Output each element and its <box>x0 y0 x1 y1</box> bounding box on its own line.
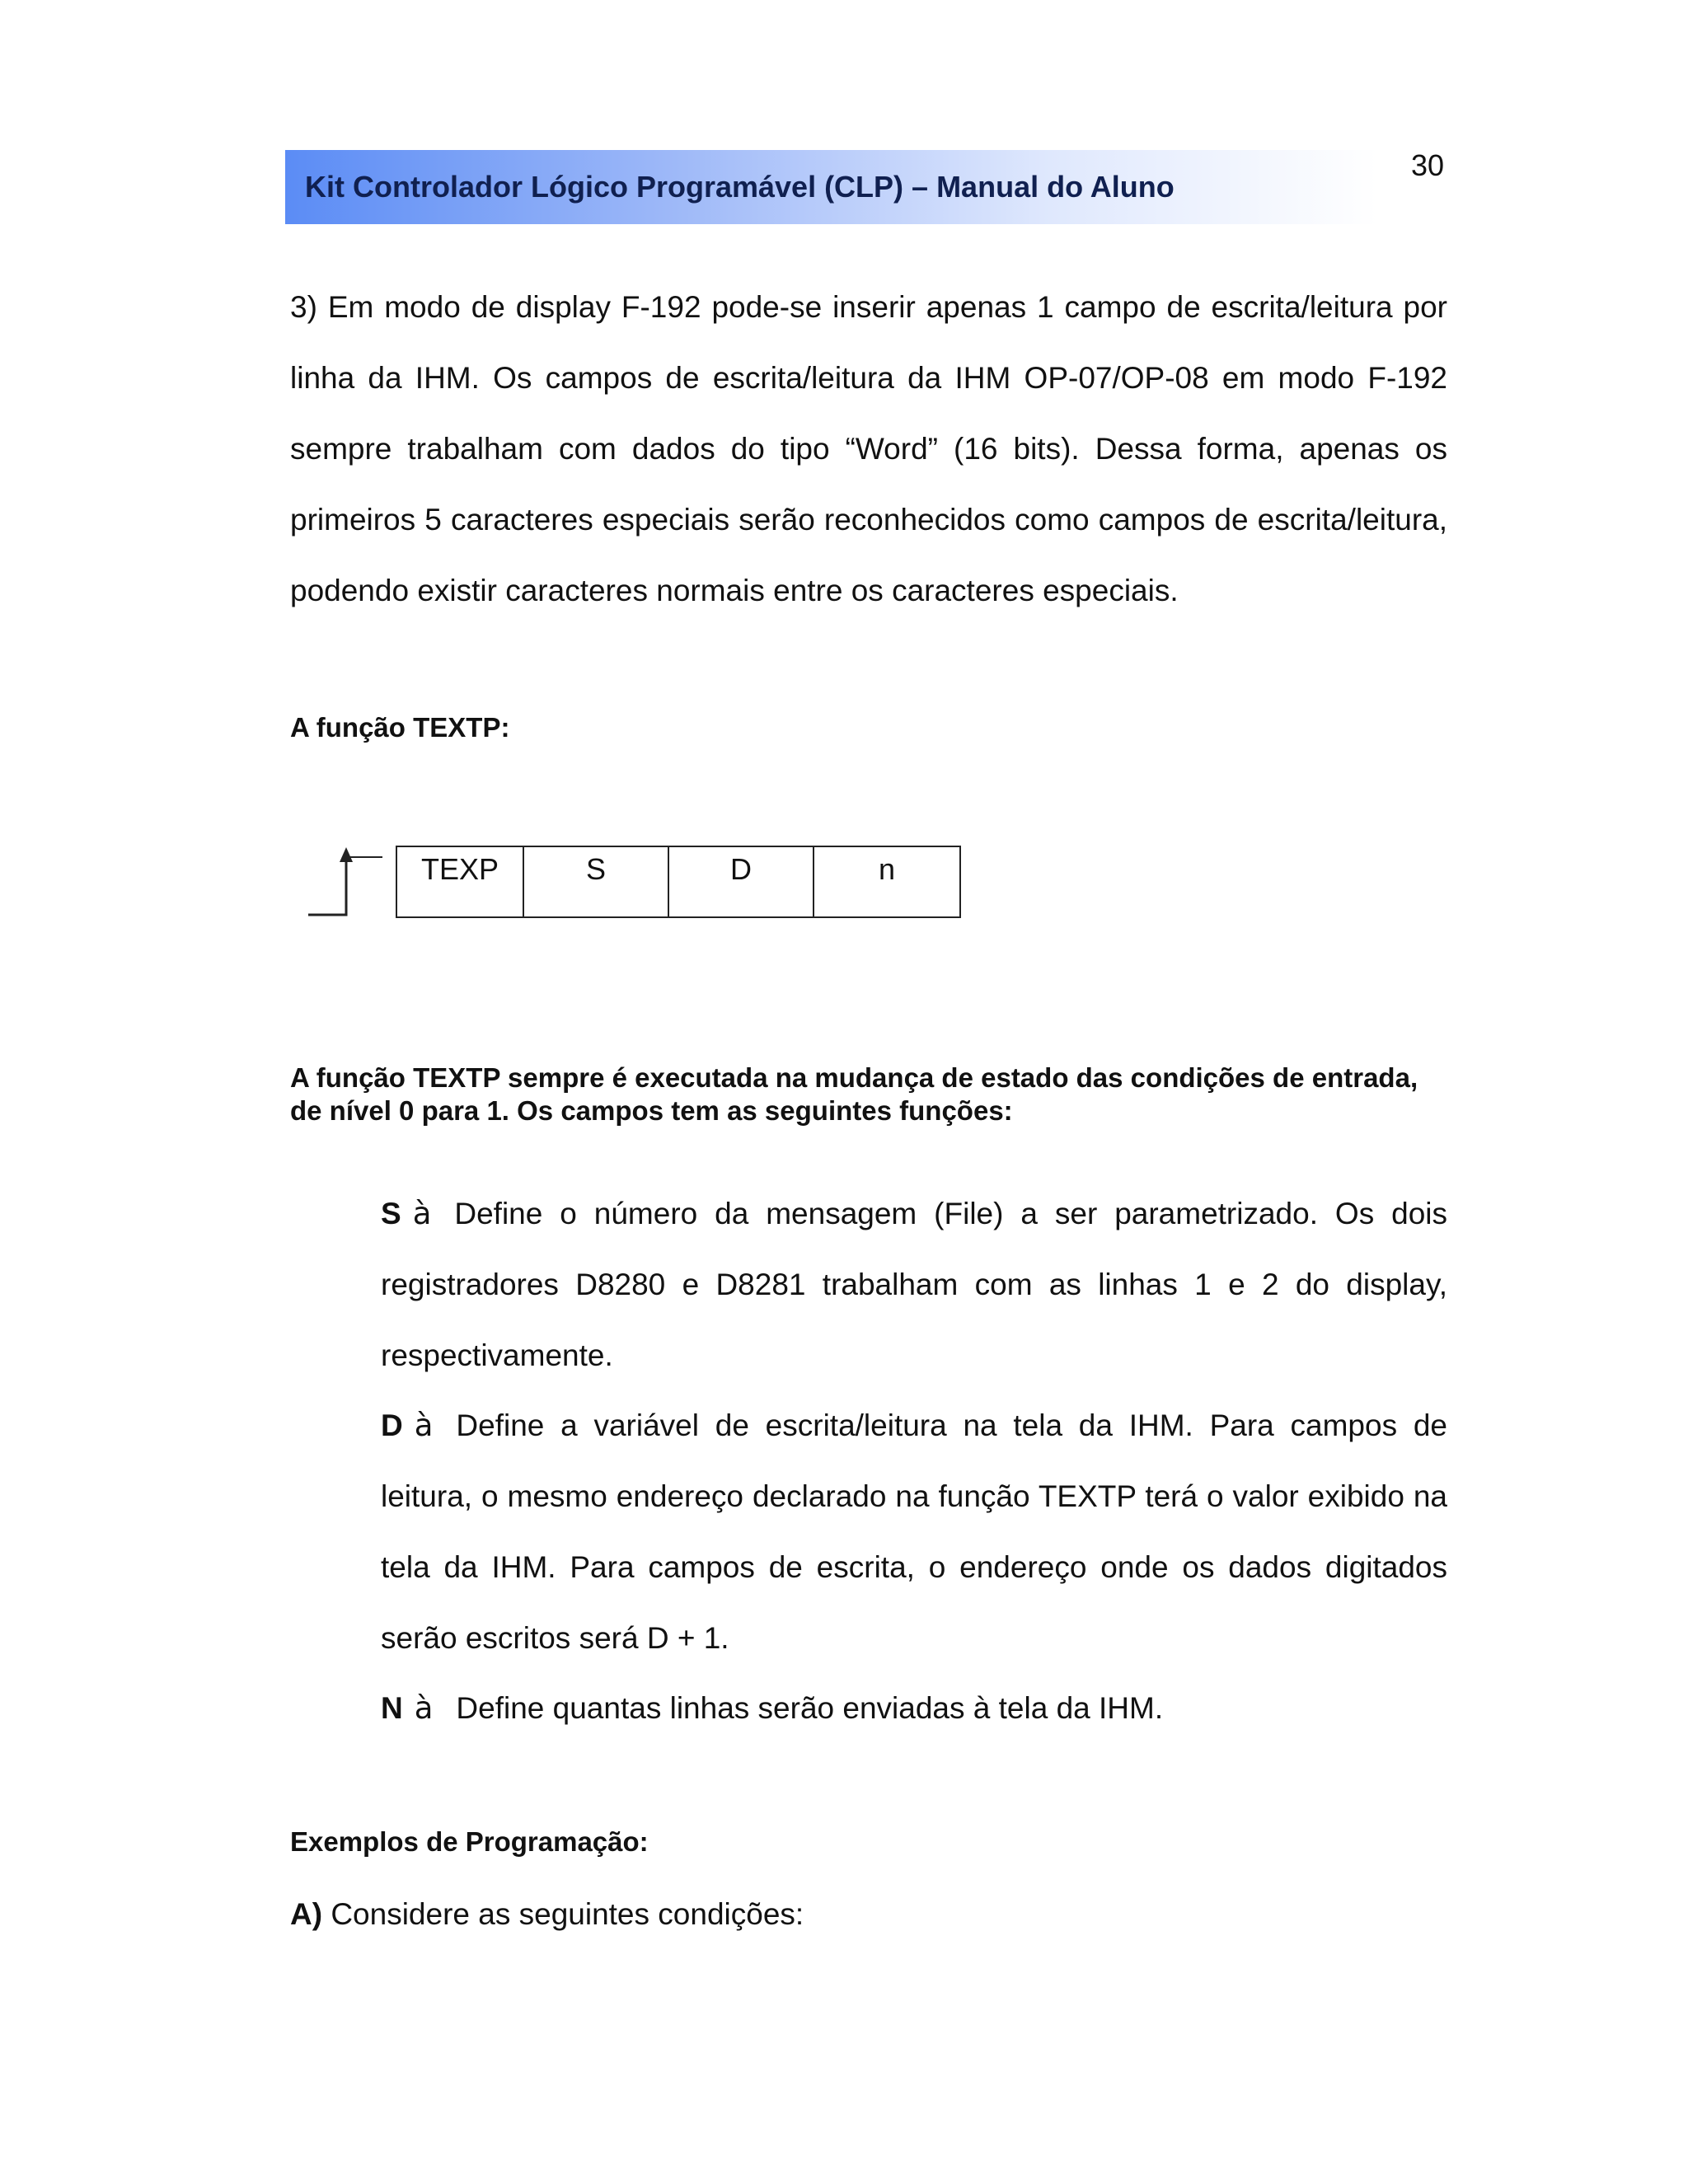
operand-d-cell: D <box>669 847 814 916</box>
instruction-cell: TEXP <box>397 847 524 916</box>
execution-note: A função TEXTP sempre é executada na mudança de estado das condições de entrada, de nível 0 para 1. Os campos tem as seguintes funções: <box>290 1062 1418 1126</box>
definition-d <box>381 1390 1447 1674</box>
definition-text: Define a variável de escrita/leitura na tela da IHM. Para campos de leitura, o mesmo endereço declarado na função TEXTP terá o valor exibido na tela da IHM. Para campos de escrita, o endereço onde os dados digitados serão escritos será D + 1. <box>381 1408 1447 1655</box>
definition-s <box>381 1179 1447 1391</box>
document-title: Kit Controlador Lógico Programável (CLP) – Manual do Aluno <box>305 170 1175 204</box>
definition-key: S <box>381 1197 401 1230</box>
arrow-glyph: à <box>412 1196 432 1231</box>
intro-paragraph: 3) Em modo de display F-192 pode-se inserir apenas 1 campo de escrita/leitura por linha da IHM. Os campos de escrita/leitura da IHM OP-07/OP-08 em modo F-192 sempre trabalham com dados do tipo “Word” (16 bits). Dessa forma, apenas os primeiros 5 caracteres especiais serão reconhecidos como campos de escrita/leitura, podendo existir caracteres normais entre os caracteres especiais. <box>290 290 1447 607</box>
textp-heading: A função TEXTP: <box>290 712 510 743</box>
arrow-glyph: à <box>414 1690 434 1726</box>
definition-n <box>381 1673 1447 1744</box>
examples-heading: Exemplos de Programação: <box>290 1826 649 1857</box>
definition-key: N <box>381 1691 403 1725</box>
definition-text: Define quantas linhas serão enviadas à tela da IHM. <box>456 1691 1164 1725</box>
arrow-glyph: à <box>414 1408 434 1443</box>
definition-text: Define o número da mensagem (File) a ser parametrizado. Os dois registradores D8280 e D8281 trabalham com as linhas 1 e 2 do display, respectivamente. <box>381 1197 1447 1372</box>
example-a <box>290 1879 804 1950</box>
operand-s-cell: S <box>524 847 669 916</box>
definition-key: D <box>381 1408 403 1442</box>
operand-n-cell: n <box>878 852 896 886</box>
example-text: Considere as seguintes condições: <box>331 1897 804 1931</box>
page-number: 30 <box>1411 148 1445 182</box>
textp-instruction-box <box>396 846 961 918</box>
example-key: A) <box>290 1897 323 1931</box>
rising-edge-contact-icon <box>305 841 396 940</box>
